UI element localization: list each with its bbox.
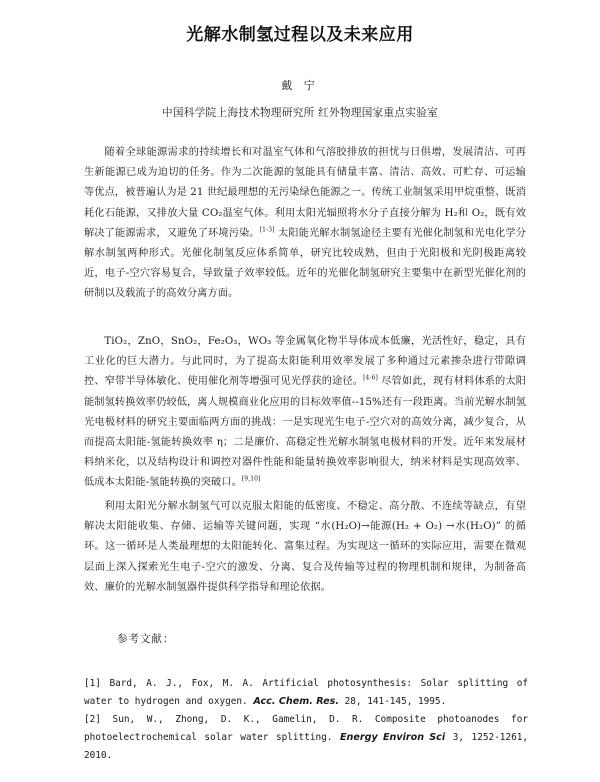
journal-name: Acc. Chem. Res. bbox=[253, 696, 339, 707]
paragraph-text: 既消耗化石能源，又排放大量 CO₂温室气体。利用太阳光辐照将水分子直接分解为 H₂和 O₂，既有效解决了能源需求，又避免了环境污染。 bbox=[84, 187, 526, 239]
paragraph-text: TiO₂，ZnO，SnO₂，Fe₂O₃，WO₃ 等金属氧化物半导体成本低廉，光活性好，稳定，具有工业化的巨大潜力。与此同时，为了提高太阳能利用效率发展了多种通过元素掺杂进行带隙调控、窄带半导体敏化、使用催化剂等增强可见光俘获的途径。 bbox=[84, 336, 526, 388]
body-paragraph-2 bbox=[84, 332, 526, 494]
paragraph-text: 太阳能光解水制氢途径主要有光催化制氢和光电化学分解水制氢两种形式。光催化制氢反应体系简单，研究比较成熟，但由于光阳极和光阴极距离较近，电子-空穴容易复合，导致量子效率较低。近年的光催化制氢研究主要集中在新型光催化剂的研制以及载流子的高效分离方面。 bbox=[84, 227, 526, 300]
reference-text: [2] Sun, W., Zhong, D. K., Gamelin, D. R. Composite photoanodes for photoelectrochemical solar water splitting. bbox=[84, 714, 528, 743]
citation-mark: [4-6] bbox=[363, 375, 378, 383]
reference-details: 28, 141-145, 1995. bbox=[344, 696, 447, 707]
paper-title: 光解水制氢过程以及未来应用 bbox=[186, 25, 414, 45]
reference-details: 3, 1252-1261, 2010. bbox=[84, 732, 528, 761]
citation-mark: [1-3] bbox=[259, 226, 275, 234]
journal-name: Energy Environ Sci bbox=[339, 732, 446, 743]
paragraph-text: 尽管如此，现有材料体系的太阳能制氢转换效率仍较低，离人规模商业化应用的目标效率值--15%还有一段距离。当前光解水制氢光电极材料的研究主要面临两方面的挑战：一是实现光生电子-空穴对的高效分离，减少复合，从而提高太阳能-氢能转换效率 η；二是廉价、高稳定性光解水制氢电极材料的开发。近年来发展材料纳米化，以及结构设计和调控对器件性能和能量转换效率影响很大，纳米材料是实现高效率、低成本太阳能-氢能转换的突破口。 bbox=[84, 376, 526, 489]
paragraph-text: 利用太阳光分解水制氢气可以克服太阳能的低密度、不稳定、高分散、不连续等缺点，有望解决太阳能收集、存储、运输等关键问题，实现 “水(H₂O)→能源(H₂ + O₂) →水(H₂O)” 的循环。这一循环是人类最理想的太阳能转化、富集过程。为实现这一循环的实际应用，需要在微观层面上深入探索光生电子-空穴的激发、分离、复合及传输等过程的物理机制和规律，为制备高效、廉价的光解水制氢器件提供科学指导和理论依据。 bbox=[84, 501, 526, 593]
reference-text: [1] Bard, A. J., Fox, M. A. Artificial photosynthesis: Solar splitting of water to hydrogen and oxygen. bbox=[84, 678, 528, 707]
paragraph-text: 随着全球能源需求的持续增长和对温室气体和气溶胶排放的担忧与日俱增，发展清洁、可再生新能源已成为迫切的任务。作为二次能源的氢能具有储量丰富、清洁、高效、可贮存、可运输等优点，被普遍认为是 21 世纪最理想的无污染绿色能源之一。传统工业制氢采用甲烷重整、 bbox=[84, 147, 526, 199]
citation-mark: [9,10] bbox=[241, 476, 261, 484]
reference-item bbox=[84, 711, 528, 765]
author-name: 戴 宁 bbox=[281, 79, 319, 92]
reference-item bbox=[84, 675, 528, 711]
body-paragraph-1 bbox=[84, 143, 526, 305]
author-affiliation: 中国科学院上海技术物理研究所 红外物理国家重点实验室 bbox=[161, 107, 438, 119]
body-paragraph-3 bbox=[84, 497, 526, 598]
references-heading: 参考文献： bbox=[117, 633, 175, 645]
